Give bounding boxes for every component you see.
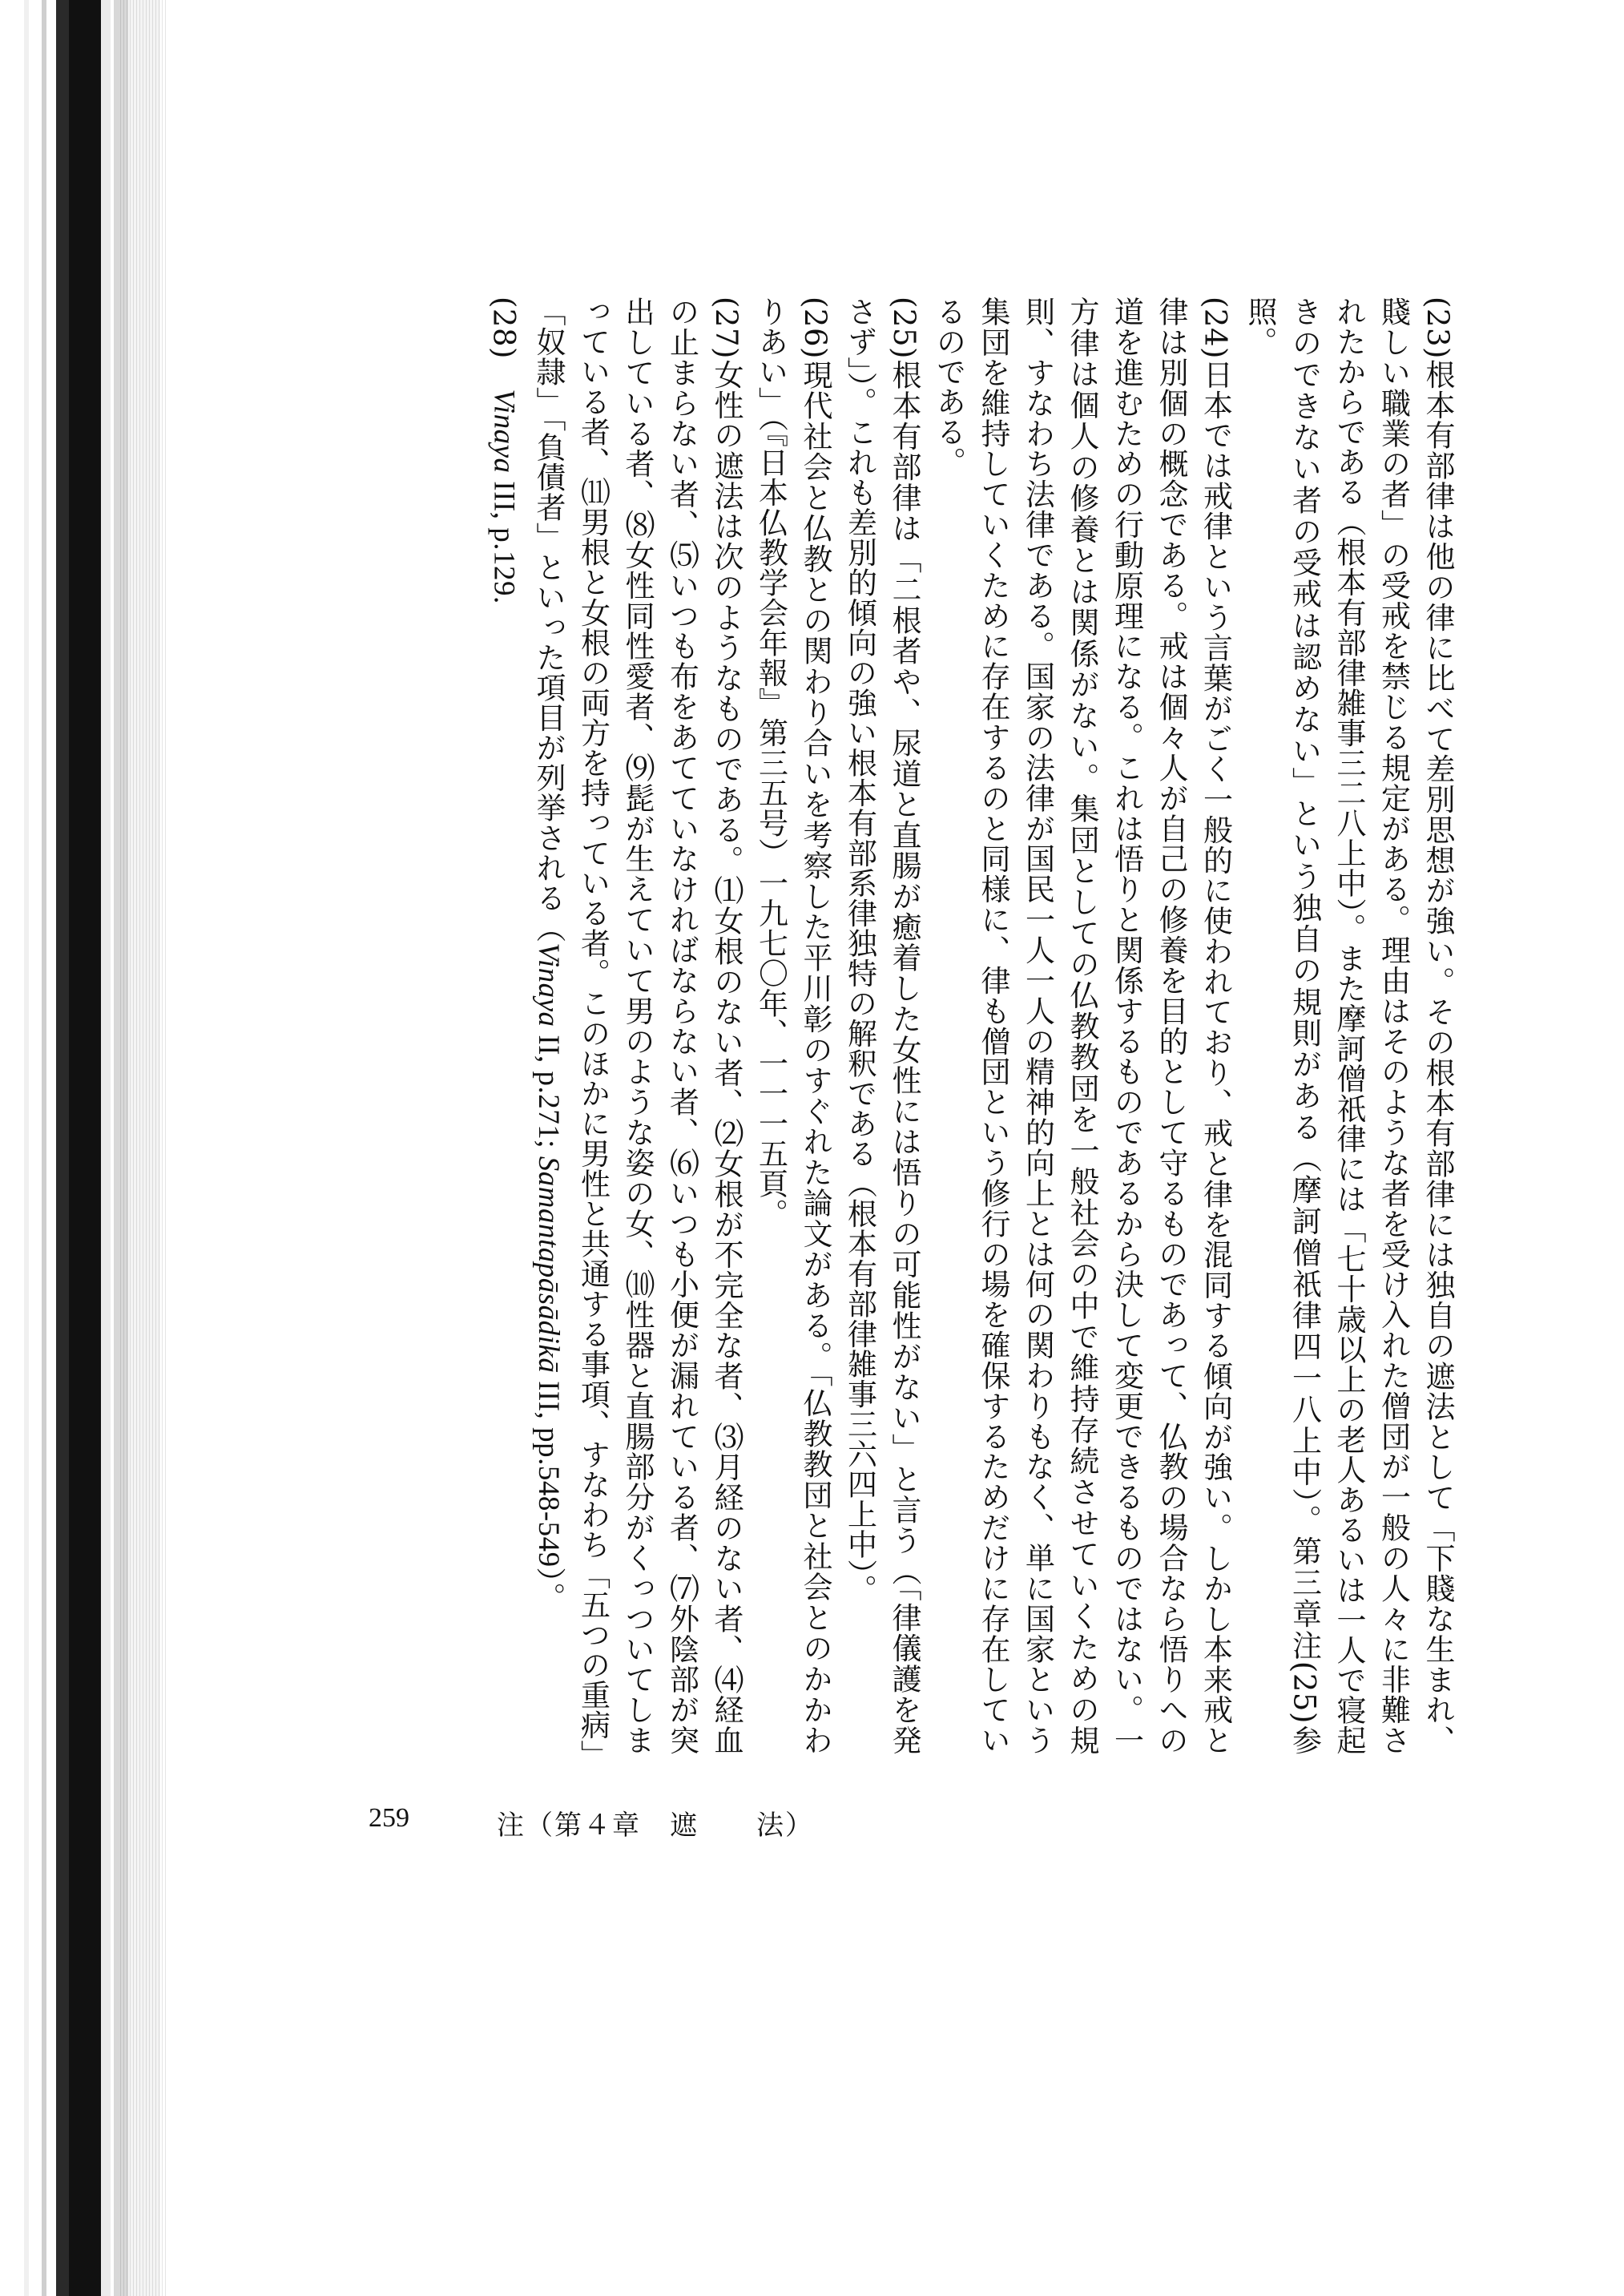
book-binding-shadow bbox=[0, 0, 192, 2296]
note-body: 女性の遮法は次のようなものである。⑴女根のない者、⑵女根が不完全な者、⑶月経のない者、⑷経血の止まらない者、⑸いつも布をあてていなければならない者、⑹いつも小便が漏れている者、⑺外陰部が突出している者、⑻女性同性愛者、⑼髭が生えていて男のような姿の女、⑽性器と直腸部分がくっついてしまっている者、⑾男根と女根の両方を持っている者。このほかに男性と共通する事項、すなわち「五つの重病」「奴隷」「負債者」といった項目が列挙される（ bbox=[531, 297, 743, 1756]
note-body: 日本では戒律という言葉がごく一般的に使われており、戒と律を混同する傾向が強い。しかし本来戒と律は別個の概念である。戒は個々人が自己の修養を目的として守るものであって、仏教の場合なら悟りへの道を進むための行動原理になる。これは悟りと関係するものであるから決して変更できるものではない。一方律は個人の修養とは関係がない。集団としての仏教教団を一般社会の中で維持存続させていくための規則、すなわち法律である。国家の法律が国民一人一人の精神的向上とは何の関わりもなく、単に国家という集団を維持していくために存在するのと同様に、律も僧団という修行の場を確保するためだけに存在しているのである。 bbox=[931, 297, 1233, 1756]
note-body: 根本有部律は他の律に比べて差別思想が強い。その根本有部律には独自の遮法として「下賤な生まれ、賤しい職業の者」の受戒を禁じる規定がある。理由はそのような者を受け入れた僧団が一般の人々に非難されたからである（根本有部律雑事三二八上中）。また摩訶僧祇律には「七十歳以上の老人あるいは一人で寝起きのできない者の受戒は認めない」という独自の規則がある（摩訶僧祇律四一八上中）。第三章注(25)参照。 bbox=[1243, 297, 1455, 1756]
note-24 bbox=[926, 297, 1238, 1755]
note-26 bbox=[748, 297, 837, 1755]
citation-title: Vinaya bbox=[532, 942, 565, 1027]
note-number: (24) bbox=[1198, 297, 1233, 359]
note-27 bbox=[526, 297, 749, 1755]
note-23 bbox=[1238, 297, 1461, 1755]
citation-pages: III, p.129. bbox=[487, 473, 521, 604]
note-body: 現代社会と仏教との関わり合いを考察した平川彰のすぐれた論文がある。「仏教教団と社会とのかかわりあい」（『日本仏教学会年報』第三五号）一九七〇年、一一一五頁。 bbox=[753, 297, 832, 1756]
citation-title: Vinaya bbox=[487, 389, 521, 474]
running-head: 注（第４章 遮 法） bbox=[497, 1810, 814, 1842]
note-25 bbox=[837, 297, 926, 1755]
note-body: 根本有部律は「二根者や、尿道と直腸が癒着した女性には悟りの可能性がない」と言う（「律儀護を発さず」）。これも差別的傾向の強い根本有部系律独特の解釈である（根本有部律雑事三六四上中）。 bbox=[842, 297, 921, 1755]
note-number: (25) bbox=[887, 297, 921, 359]
note-number: (27) bbox=[709, 297, 743, 359]
note-number: (28) bbox=[486, 297, 522, 359]
citation-pages: II, p.271; bbox=[532, 1027, 565, 1156]
footnotes-text bbox=[482, 297, 1460, 1755]
page-number: 259 bbox=[369, 1803, 409, 1833]
note-28 bbox=[482, 297, 526, 1755]
note-number: (23) bbox=[1420, 297, 1455, 359]
citation-title: Samantapāsādikā bbox=[532, 1156, 565, 1374]
citation-pages: III, pp.548-549 bbox=[532, 1373, 565, 1568]
note-number: (26) bbox=[798, 297, 832, 359]
note-tail: ）。 bbox=[531, 1567, 566, 1613]
